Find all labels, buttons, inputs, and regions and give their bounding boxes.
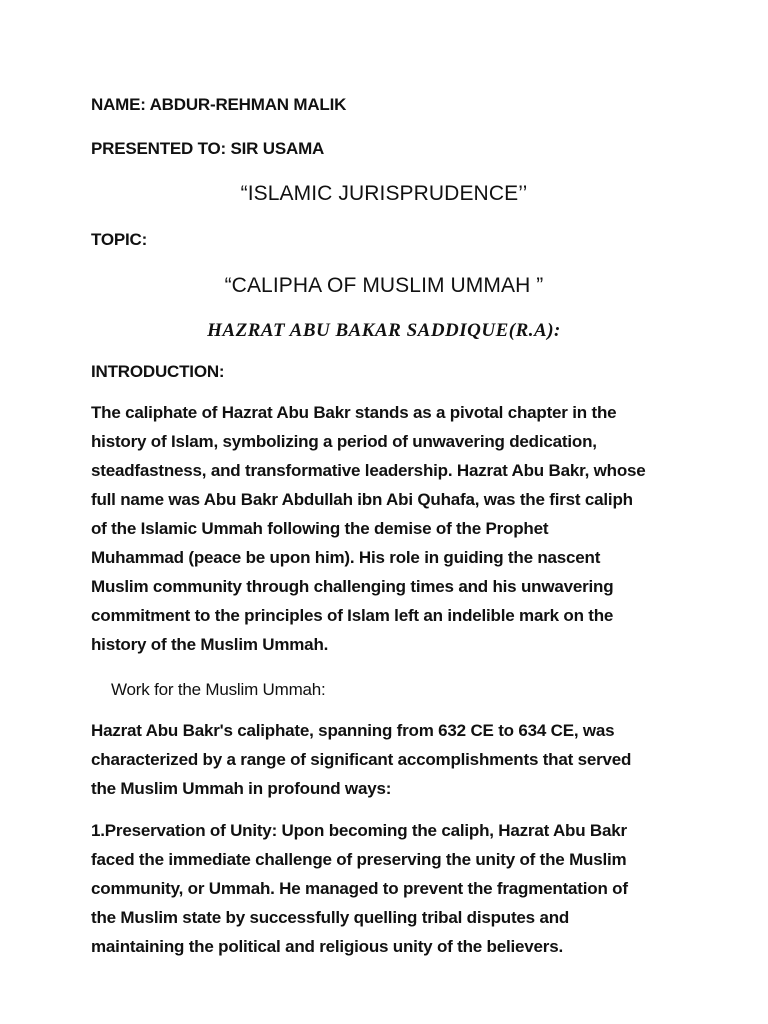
paragraph-line: the Muslim state by successfully quelling tribal disputes and xyxy=(91,908,570,927)
introduction-heading: INTRODUCTION: xyxy=(91,362,225,381)
topic-title: “CALIPHA OF MUSLIM UMMAH ” xyxy=(224,274,544,297)
paragraph-line: 1.Preservation of Unity: Upon becoming the caliph, Hazrat Abu Bakr xyxy=(91,821,627,840)
topic-label: TOPIC: xyxy=(91,230,148,249)
paragraph-line: steadfastness, and transformative leadership. Hazrat Abu Bakr, whose xyxy=(91,461,646,480)
subject-title: HAZRAT ABU BAKAR SADDIQUE(R.A): xyxy=(207,320,561,341)
paragraph-line: history of Islam, symbolizing a period of unwavering dedication, xyxy=(91,432,597,451)
point-1-paragraph xyxy=(91,816,691,961)
paragraph-line: Hazrat Abu Bakr's caliphate, spanning from 632 CE to 634 CE, was xyxy=(91,721,615,740)
paragraph-line: history of the Muslim Ummah. xyxy=(91,635,329,654)
paragraph-line: the Muslim Ummah in profound ways: xyxy=(91,779,392,798)
paragraph-line: commitment to the principles of Islam left an indelible mark on the xyxy=(91,606,614,625)
paragraph-line: community, or Ummah. He managed to prevent the fragmentation of xyxy=(91,879,628,898)
paragraph-line: full name was Abu Bakr Abdullah ibn Abi Quhafa, was the first caliph xyxy=(91,490,633,509)
work-heading: Work for the Muslim Ummah: xyxy=(111,680,326,699)
student-name: NAME: ABDUR-REHMAN MALIK xyxy=(91,95,347,114)
paragraph-line: characterized by a range of significant accomplishments that served xyxy=(91,750,632,769)
paragraph-line: Muhammad (peace be upon him). His role in guiding the nascent xyxy=(91,548,601,567)
paragraph-line: Muslim community through challenging times and his unwavering xyxy=(91,577,614,596)
presented-to: PRESENTED TO: SIR USAMA xyxy=(91,139,325,158)
course-title: “ISLAMIC JURISPRUDENCE’’ xyxy=(240,182,528,205)
paragraph-line: The caliphate of Hazrat Abu Bakr stands as a pivotal chapter in the xyxy=(91,403,617,422)
paragraph-line: of the Islamic Ummah following the demise of the Prophet xyxy=(91,519,549,538)
work-intro-paragraph xyxy=(91,716,691,803)
paragraph-line: maintaining the political and religious unity of the believers. xyxy=(91,937,563,956)
paragraph-line: faced the immediate challenge of preserving the unity of the Muslim xyxy=(91,850,627,869)
introduction-paragraph xyxy=(91,398,691,659)
